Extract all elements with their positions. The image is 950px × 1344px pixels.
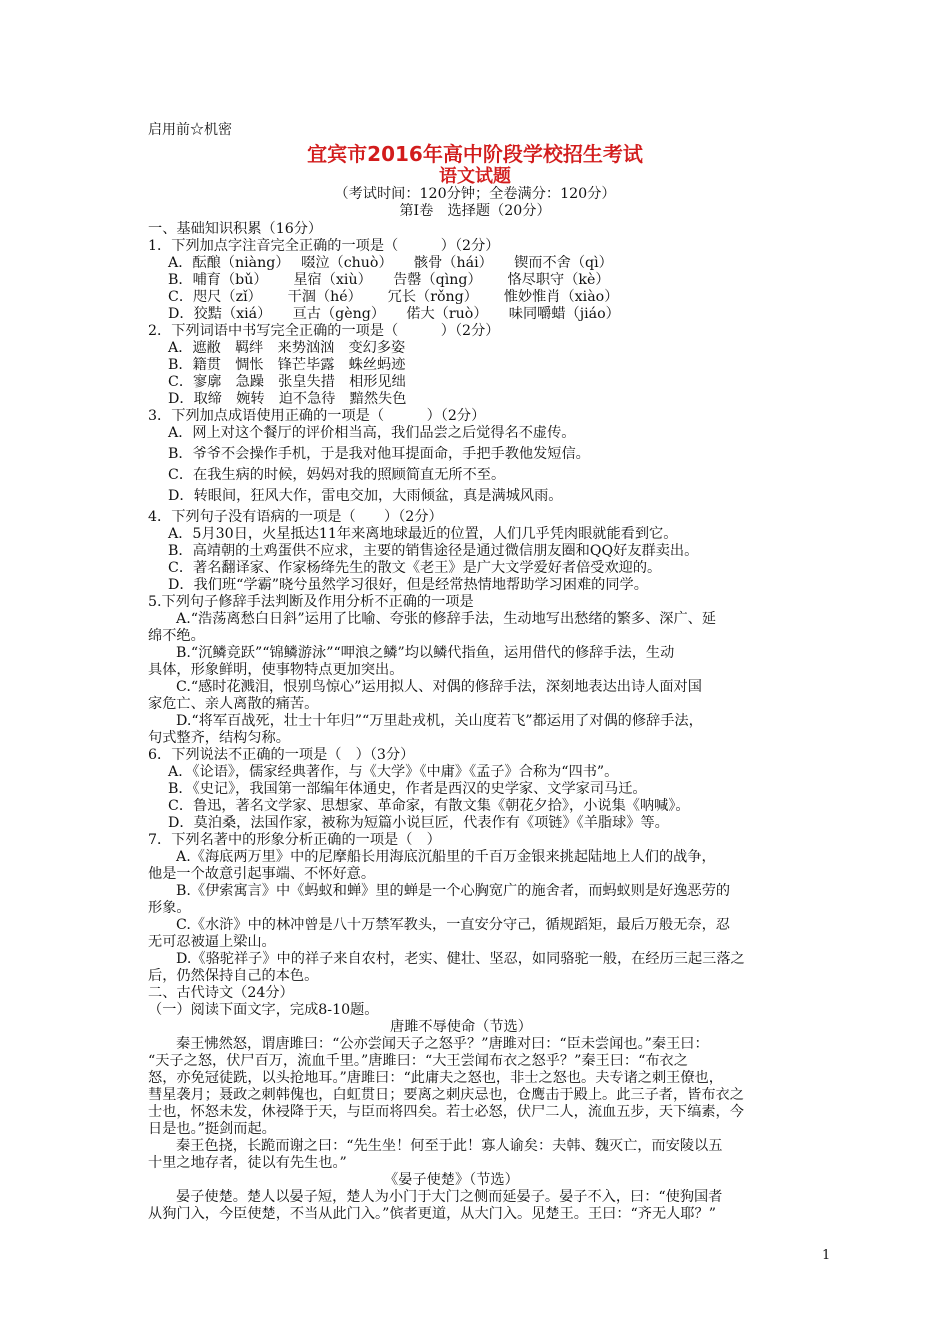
text-line: C．咫尺（zǐ） 干涸（hé） 冗长（rǒng） 惟妙惟肖（xiào） [168,289,619,305]
text-line: A.“浩荡离愁白日斜”运用了比喻、夸张的修辞手法，生动地写出愁绪的繁多、深广、延 [176,611,717,627]
text-line: 5.下列句子修辞手法判断及作用分析不正确的一项是 [148,594,474,610]
exam-info: （考试时间：120分钟；全卷满分：120分） [334,186,616,202]
text-line: A．遮敝 羁绊 来势汹汹 变幻多姿 [168,340,406,356]
text-line: C.“感时花溅泪，恨别鸟惊心”运用拟人、对偶的修辞手法，深刻地表达出诗人面对国 [176,679,702,695]
text-line: 绵不绝。 [148,628,205,644]
text-line: 秦王色挠，长跪而谢之曰：“先生坐！何至于此！寡人谕矣：夫韩、魏灭亡，而安陵以五 [176,1138,723,1154]
text-line: A．《论语》，儒家经典著作，与《大学》《中庸》《孟子》合称为“四书”。 [168,764,619,780]
text-line: 1．下列加点字注音完全正确的一项是（ ）（2分） [148,238,500,254]
text-line: 晏子使楚。楚人以晏子短，楚人为小门于大门之侧而延晏子。晏子不入，曰：“使狗国者 [176,1189,723,1205]
text-line: 家危亡、亲人离散的痛苦。 [148,696,319,712]
text-line: C．在我生病的时候，妈妈对我的照顾简直无所不至。 [168,467,506,483]
text-line: 后，仍然保持自己的本色。 [148,968,319,984]
text-line: 怒，亦免冠徒跣，以头抢地耳。”唐雎曰：“此庸夫之怒也，非士之怒也。夫专诸之刺王僚也， [148,1070,723,1086]
text-line: A．酝酿（niàng） 啜泣（chuò） 骸骨（hái） 锲而不舍（qì） [168,255,613,271]
text-line: 7．下列名著中的形象分析正确的一项是（ ） [148,832,441,848]
text-line: D．取缔 婉转 迫不急待 黯然失色 [168,391,407,407]
text-line: 日是也。”挺剑而起。 [148,1121,276,1137]
exam-subtitle: 语文试题 [439,166,511,187]
text-line: 秦王怫然怒，谓唐雎曰：“公亦尝闻天子之怒乎？”唐雎对曰：“臣未尝闻也。”秦王曰： [176,1036,709,1052]
text-line: 从狗门入，今臣使楚，不当从此门入。”傧者更道，从大门入。见楚王。王曰：“齐无人耶？” [148,1206,716,1222]
text-line: 无可忍被逼上梁山。 [148,934,276,950]
volume-heading: 第Ⅰ卷 选择题（20分） [399,203,551,219]
text-line: B．哺育（bǔ） 星宿（xiù） 告罄（qìng） 恪尽职守（kè） [168,272,610,288]
text-line: （一）阅读下面文字，完成8-10题。 [148,1002,379,1018]
text-line: 形象。 [148,900,191,916]
text-line: D．莫泊桑，法国作家，被称为短篇小说巨匠，代表作有《项链》《羊脂球》等。 [168,815,669,831]
text-line: C．著名翻译家、作家杨绛先生的散文《老王》是广大文学爱好者倍受欢迎的。 [168,560,662,576]
text-line: B．爷爷不会操作手机，于是我对他耳提面命，手把手教他发短信。 [168,446,590,462]
text-line: “天子之怒，伏尸百万，流血千里。”唐雎曰：“大王尝闻布衣之怒乎？”秦王曰：“布衣之 [148,1053,688,1069]
text-line: 彗星袭月；聂政之刺韩傀也，白虹贯日；要离之刺庆忌也，仓鹰击于殿上。此三子者，皆布衣之 [148,1087,744,1103]
page-number: 1 [822,1248,831,1263]
text-line: 十里之地存者，徒以有先生也。” [148,1155,347,1171]
text-line: 《晏子使楚》（节选） [384,1172,519,1188]
text-line: D．转眼间，狂风大作，雷电交加，大雨倾盆，真是满城风雨。 [168,488,563,504]
text-line: C.《水浒》中的林冲曾是八十万禁军教头，一直安分守己，循规蹈矩，最后万般无奈，忍 [176,917,730,933]
confidential-label: 启用前☆机密 [148,122,232,138]
text-line: D.《骆驼祥子》中的祥子来自农村，老实、健壮、坚忍，如同骆驼一般，在经历三起三落之 [176,951,745,967]
text-line: D.“将军百战死，壮士十年归”“万里赴戎机，关山度若飞”都运用了对偶的修辞手法， [176,713,703,729]
text-line: 2．下列词语中书写完全正确的一项是（ ）（2分） [148,323,500,339]
text-line: 士也，怀怒未发，休祲降于天，与臣而将四矣。若士必怒，伏尸二人，流血五步，天下缟素，今 [148,1104,744,1120]
text-line: D．狡黠（xiá） 亘古（gèng） 偌大（ruò） 味同嚼蜡（jiáo） [168,306,620,322]
text-line: 具体，形象鲜明，使事物特点更加突出。 [148,662,404,678]
text-line: B．籍贯 惆怅 锋芒毕露 蛛丝蚂迹 [168,357,406,373]
text-line: A．网上对这个餐厅的评价相当高，我们品尝之后觉得名不虚传。 [168,425,576,441]
text-line: A．5月30日，火星抵达11年来离地球最近的位置，人们几乎凭肉眼就能看到它。 [168,526,678,542]
text-line: C．鲁迅，著名文学家、思想家、革命家，有散文集《朝花夕拾》，小说集《呐喊》。 [168,798,690,814]
text-line: C．寥廓 急躁 张皇失措 相形见绌 [168,374,406,390]
text-line: 他是一个故意引起事端、不怀好意。 [148,866,376,882]
text-line: D．我们班“学霸”晓兮虽然学习很好，但是经常热情地帮助学习困难的同学。 [168,577,648,593]
text-line: 句式整齐，结构匀称。 [148,730,290,746]
text-line: 4．下列句子没有语病的一项是（ ）（2分） [148,509,443,525]
text-line: 一、基础知识积累（16分） [148,221,323,237]
text-line: 二、古代诗文（24分） [148,985,294,1001]
text-line: 6．下列说法不正确的一项是（ ）（3分） [148,747,415,763]
text-line: B．高靖朝的土鸡蛋供不应求，主要的销售途径是通过微信朋友圈和QQ好友群卖出。 [168,543,699,559]
exam-title: 宜宾市2016年高中阶段学校招生考试 [307,142,643,166]
text-line: 3．下列加点成语使用正确的一项是（ ）（2分） [148,408,486,424]
text-line: A.《海底两万里》中的尼摩船长用海底沉船里的千百万金银来挑起陆地上人们的战争， [176,849,716,865]
text-line: B.“沉鳞竞跃”“锦鳞游泳”“呷浪之鳞”均以鳞代指鱼，运用借代的修辞手法，生动 [176,645,675,661]
text-line: B.《伊索寓言》中《蚂蚁和蝉》里的蝉是一个心胸宽广的施舍者，而蚂蚁则是好逸恶劳的 [176,883,731,899]
text-line: B．《史记》，我国第一部编年体通史，作者是西汉的史学家、文学家司马迁。 [168,781,647,797]
text-line: 唐雎不辱使命（节选） [390,1019,532,1035]
